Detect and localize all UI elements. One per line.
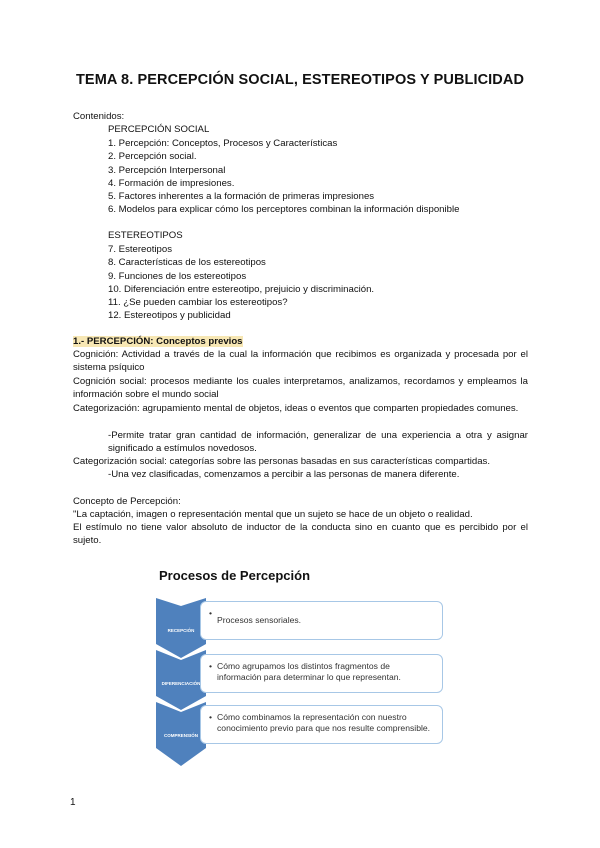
process-box-recepcion [200, 601, 443, 640]
toc-item: 12. Estereotipos y publicidad [108, 310, 231, 322]
section2-heading: ESTEREOTIPOS [108, 230, 183, 241]
diagram-title: Procesos de Percepción [159, 568, 311, 583]
bullet-icon: • [209, 608, 213, 618]
bullet-icon: • [209, 712, 213, 722]
paragraph-cognicion: Cognición: Actividad a través de la cual la información que recibimos es organizada y procesada por el sistema psíquico [73, 349, 528, 374]
toc-list-2 [108, 243, 374, 323]
toc-item: 9. Funciones de los estereotipos [108, 270, 247, 282]
toc-list-1 [108, 137, 459, 217]
step-label-comprension: COMPRENSIÓN [163, 733, 198, 738]
step-label-diferenciacion: DIFERENCIACIÓN [161, 681, 201, 686]
toc-item: 6. Modelos para explicar cómo los perceptores combinan la información disponible [108, 204, 460, 216]
toc-item: 8. Características de los estereotipos [108, 257, 266, 269]
concept-paragraph: El estímulo no tiene valor absoluto de inductor de la conducta sino en cuanto que es percibido por el sujeto. [73, 522, 528, 547]
contents-label: Contenidos: [73, 111, 125, 122]
indent-paragraph-2: -Una vez clasificadas, comenzamos a percibir a las personas de manera diferente. [108, 469, 460, 480]
toc-item: 3. Percepción Interpersonal [108, 164, 226, 176]
process-text: Procesos sensoriales. [217, 615, 302, 625]
concept-label: Concepto de Percepción: [73, 496, 181, 507]
page-number: 1 [70, 797, 76, 808]
toc-item: 10. Diferenciación entre estereotipo, prejuicio y discriminación. [108, 283, 375, 295]
paragraph-categorizacion: Categorización: agrupamiento mental de objetos, ideas o eventos que comparten propiedades comunes. [73, 403, 519, 414]
bullet-icon: • [209, 661, 213, 671]
process-text: Cómo combinamos la representación con nuestro conocimiento previo para que nos resulte comprensible. [217, 712, 431, 733]
step-label-recepcion: RECEPCIÓN [167, 628, 195, 633]
section1-heading-highlight: 1.- PERCEPCIÓN: Conceptos previos [73, 336, 243, 347]
toc-item: 11. ¿Se pueden cambiar los estereotipos? [108, 297, 288, 309]
chevron-diferenciacion [156, 650, 206, 710]
process-box-comprension [200, 705, 443, 744]
toc-item: 5. Factores inherentes a la formación de primeras impresiones [108, 191, 375, 203]
page-title: TEMA 8. PERCEPCIÓN SOCIAL, ESTEREOTIPOS Y PUBLICIDAD [75, 72, 525, 88]
toc-item: 2. Percepción social. [108, 151, 197, 163]
indent-paragraph-1: -Permite tratar gran cantidad de información, generalizar de una experiencia a otra y asignar significado a estímulos novedosos. [108, 430, 528, 455]
paragraph-cognicion-social: Cognición social: procesos mediante los cuales interpretamos, analizamos, recordamos y empleamos la información sobre el mundo social [73, 376, 528, 401]
paragraph-categorizacion-social: Categorización social: categorías sobre las personas basadas en sus características compartidas. [73, 456, 491, 467]
process-box-diferenciacion [200, 654, 443, 693]
process-text: Cómo agrupamos los distintos fragmentos de información para determinar lo que representan. [217, 661, 401, 682]
section1-heading: PERCEPCIÓN SOCIAL [108, 124, 210, 135]
toc-item: 1. Percepción: Conceptos, Procesos y Características [108, 138, 338, 149]
toc-item: 4. Formación de impresiones. [108, 177, 235, 189]
concept-quote: "La captación, imagen o representación mental que un sujeto se hace de un objeto o realidad. [73, 509, 473, 520]
toc-item: 7. Estereotipos [108, 244, 172, 255]
